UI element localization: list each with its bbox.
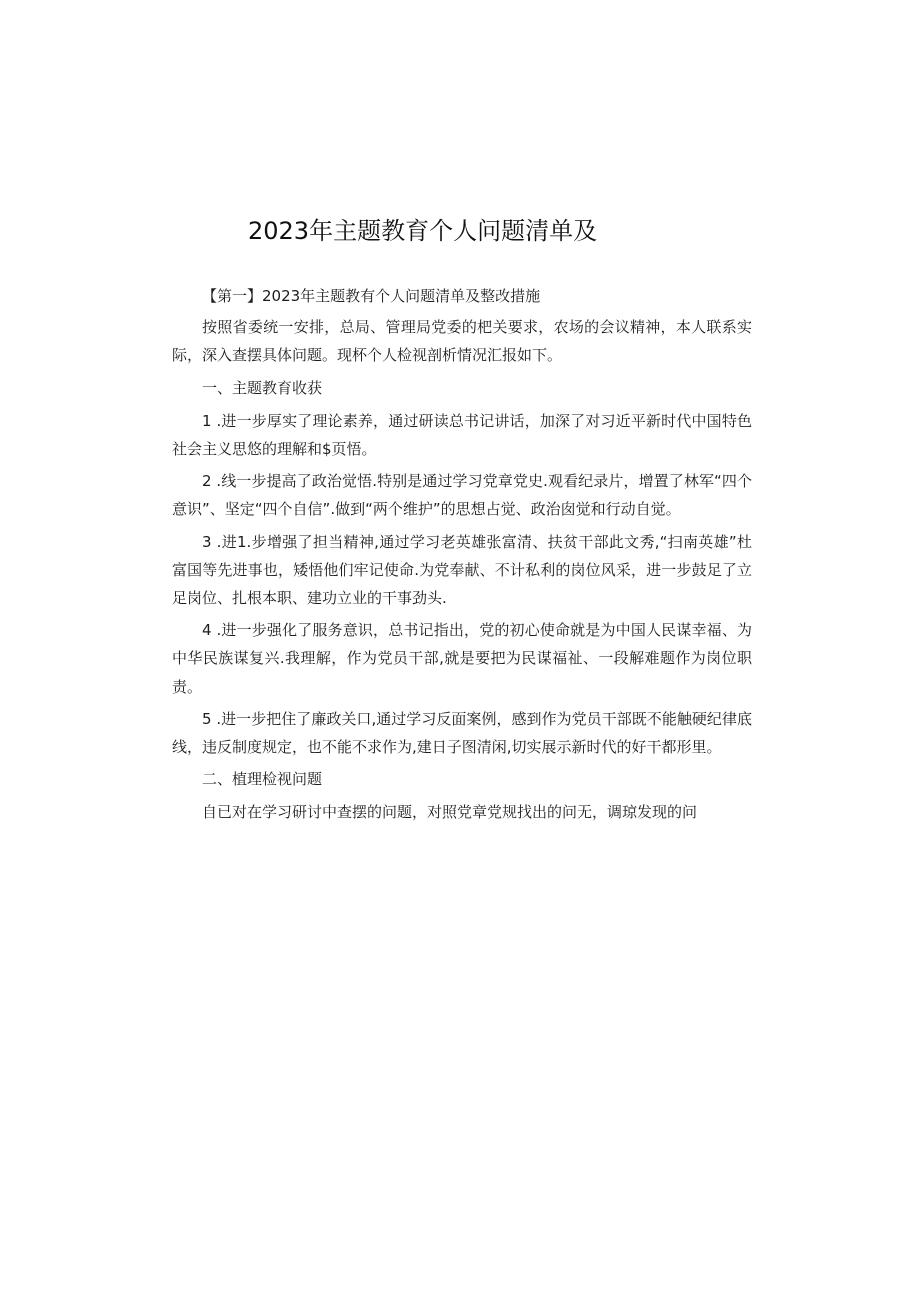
document-title: 2023年主题教育个人问题清单及	[248, 217, 598, 245]
intro-paragraph: 按照省委统一安排，总局、管理局党委的杷关要求，农场的会议精神，本人联系实际，深入查摆具体问题。现杯个人检视剖析情况汇报如下。	[172, 318, 752, 365]
harvest-item-2: 2 .线一步提高了政治觉悟.特别是通过学习党章党史.观看纪录片，增置了林军“四个意识”、坚定“四个自信”.做到“两个维护”的思想占觉、政治囱觉和行动自觉。	[172, 472, 752, 519]
harvest-item-5: 5 .进一步把住了廉政关口,通过学习反面案例，感到作为党员干部既不能触硬纪律底线，违反制度规定，也不能不求作为,建日子图清闲,切实展示新时代的好干都形里。	[172, 709, 752, 757]
harvest-item-4: 4 .进一步强化了服务意识，总书记指出，党的初心使命就是为中国人民谋幸福、为中华民族谋复兴.我理解，作为党员干部,就是要把为民谋福祉、一段解难题作为岗位职责。	[172, 621, 752, 696]
section-heading-harvest: 一、主题教育收获	[202, 378, 323, 397]
harvest-item-1: 1 .进一步厚实了理论素养，通过研读总书记讲话，加深了对习近平新时代中国特色社会主义思悠的理解和$页悟。	[172, 411, 752, 459]
document-body	[172, 282, 752, 827]
closing-paragraph: 自已对在学习研讨中查摆的问题，对照党章党规找出的问无，调琼发现的问	[202, 803, 698, 822]
document-subtitle: 【第一】2023年主题教有个人问题清单及整改措施	[202, 287, 541, 305]
section-heading-problems: 二、植理检视问题	[202, 770, 323, 789]
harvest-item-3: 3 .进1.步增强了担当精神,通过学习老英雄张富清、扶贫干部此文秀,“扫南英雄”杜富国等先进事也，矮悟他们牢记使命.为党奉献、不计私利的岗位风采，进一步鼓足了立足岗位、扎根本职、建功立业的干事劲头.	[172, 532, 752, 608]
